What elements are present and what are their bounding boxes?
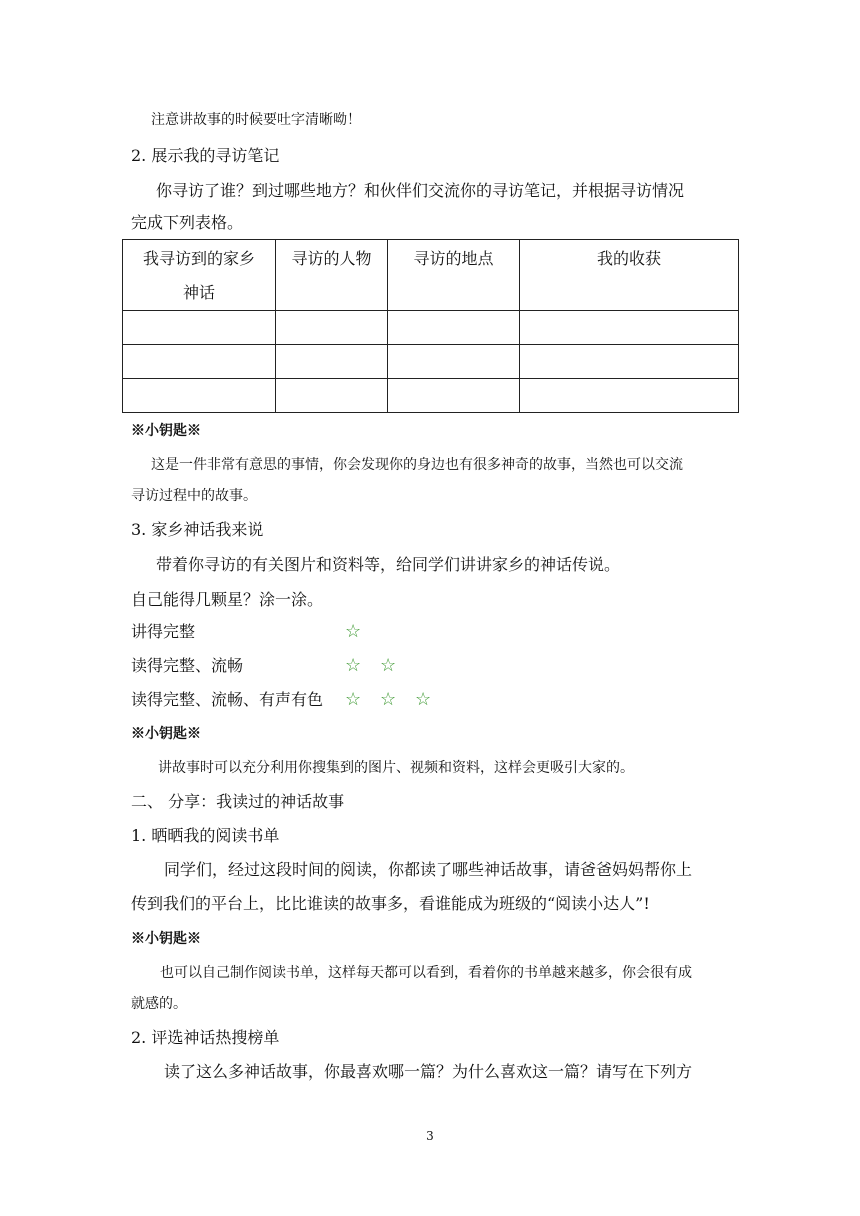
- rating-label: 讲得完整: [131, 622, 196, 641]
- key-tip-title: ※小钥匙※: [131, 726, 201, 742]
- table-cell[interactable]: [520, 311, 739, 345]
- star-icon[interactable]: ☆: [345, 621, 362, 642]
- survey-table: [122, 239, 739, 413]
- table-header-row: [123, 240, 739, 311]
- star-icon[interactable]: ☆: [415, 689, 432, 710]
- table-cell[interactable]: [276, 311, 388, 345]
- star-icon[interactable]: ☆: [345, 655, 362, 676]
- rating-stars[interactable]: [345, 656, 415, 676]
- table-cell[interactable]: [276, 379, 388, 413]
- table-cell[interactable]: [520, 345, 739, 379]
- table-cell[interactable]: [520, 379, 739, 413]
- page-number: 3: [426, 1129, 434, 1143]
- star-icon[interactable]: ☆: [345, 689, 362, 710]
- rating-stars[interactable]: [345, 690, 450, 710]
- tip-text-line: 寻访过程中的故事。: [131, 488, 257, 504]
- stars-prompt: 自己能得几颗星？涂一涂。: [131, 590, 324, 609]
- paragraph-line: 带着你寻访的有关图片和资料等，给同学们讲讲家乡的神话传说。: [156, 555, 621, 574]
- table-cell[interactable]: [276, 345, 388, 379]
- note-text: 注意讲故事的时候要吐字清晰呦！: [151, 112, 361, 128]
- rating-label: 读得完整、流畅、有声有色: [131, 690, 324, 709]
- table-header-cell: 寻访的人物: [276, 240, 388, 311]
- tip-text-line: 就感的。: [131, 996, 187, 1012]
- tip-text-line: 也可以自己制作阅读书单，这样每天都可以看到，看着你的书单越来越多，你会很有成: [160, 965, 692, 981]
- key-tip-title: ※小钥匙※: [131, 931, 201, 947]
- tip-text-line: 这是一件非常有意思的事情，你会发现你的身边也有很多神奇的故事，当然也可以交流: [151, 457, 683, 473]
- table-cell[interactable]: [388, 311, 520, 345]
- table-cell[interactable]: [123, 311, 276, 345]
- table-row: [123, 345, 739, 379]
- table-header-cell: 我的收获: [520, 240, 739, 311]
- key-tip-title: ※小钥匙※: [131, 423, 201, 439]
- table-cell[interactable]: [123, 345, 276, 379]
- header-text-line: 我寻访到的家乡: [142, 249, 255, 268]
- star-icon[interactable]: ☆: [380, 689, 397, 710]
- paragraph-line: 传到我们的平台上，比比谁读的故事多，看谁能成为班级的“阅读小达人”!: [131, 894, 650, 913]
- rating-label: 读得完整、流畅: [131, 656, 244, 675]
- rating-stars[interactable]: [345, 622, 380, 642]
- section-heading: 2. 评选神话热搜榜单: [131, 1028, 280, 1047]
- table-cell[interactable]: [123, 379, 276, 413]
- paragraph-line: 完成下列表格。: [131, 213, 244, 232]
- paragraph-line: 读了这么多神话故事，你最喜欢哪一篇？为什么喜欢这一篇？请写在下列方: [164, 1062, 693, 1081]
- part-heading: 二、 分享：我读过的神话故事: [131, 792, 345, 811]
- paragraph-line: 同学们，经过这段时间的阅读，你都读了哪些神话故事，请爸爸妈妈帮你上: [164, 860, 693, 879]
- table-header-cell: [123, 240, 276, 311]
- section-heading: 1. 晒晒我的阅读书单: [131, 826, 280, 845]
- table-cell[interactable]: [388, 345, 520, 379]
- paragraph-line: 你寻访了谁？到过哪些地方？和伙伴们交流你的寻访笔记，并根据寻访情况: [156, 181, 685, 200]
- table-row: [123, 379, 739, 413]
- tip-text-line: 讲故事时可以充分利用你搜集到的图片、视频和资料，这样会更吸引大家的。: [158, 760, 634, 776]
- table-header-cell: 寻访的地点: [388, 240, 520, 311]
- table-cell[interactable]: [388, 379, 520, 413]
- header-text-line: 神话: [182, 283, 215, 302]
- section-heading: 2. 展示我的寻访笔记: [131, 146, 280, 165]
- star-icon[interactable]: ☆: [380, 655, 397, 676]
- table-row: [123, 311, 739, 345]
- section-heading: 3. 家乡神话我来说: [131, 520, 264, 539]
